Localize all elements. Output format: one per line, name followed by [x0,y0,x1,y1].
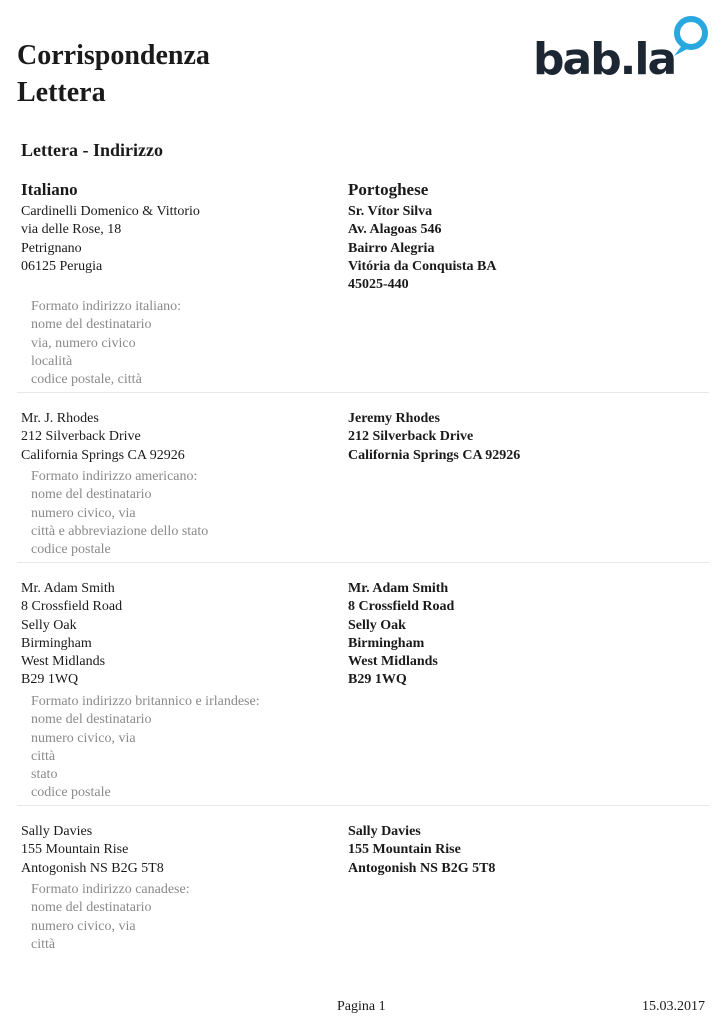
divider [17,805,709,806]
babla-logo [533,16,709,80]
column-header-portuguese: Portoghese [348,180,429,199]
italian-address: Mr. Adam Smith 8 Crossfield Road Selly Oak Birmingham West Midlands B29 1WQ [21,581,123,688]
portuguese-address: Sally Davies 155 Mountain Rise Antogonish NS B2G 5T8 [348,824,496,876]
page-title [17,37,210,111]
italian-address: Mr. J. Rhodes 212 Silverback Drive California Springs CA 92926 [21,411,185,463]
address-format-note: Formato indirizzo canadese: nome del destinatario numero civico, via città [31,882,190,952]
address-format-note: Formato indirizzo italiano: nome del destinatario via, numero civico località codice postale, città [31,299,182,388]
italian-address: Sally Davies 155 Mountain Rise Antogonish NS B2G 5T8 [21,824,164,876]
italian-address: Cardinelli Domenico & Vittorio via delle Rose, 18 Petrignano 06125 Perugia [21,204,200,274]
portuguese-address: Sr. Vítor Silva Av. Alagoas 546 Bairro Alegria Vitória da Conquista BA 45025-440 [348,204,497,293]
portuguese-address: Jeremy Rhodes 212 Silverback Drive California Springs CA 92926 [348,411,521,463]
logo-text: bab.la [533,34,676,80]
speech-bubble-icon [674,19,705,56]
address-format-note: Formato indirizzo americano: nome del destinatario numero civico, via città e abbreviazione dello stato codice postale [31,469,209,558]
address-format-note: Formato indirizzo britannico e irlandese: nome del destinatario numero civico, via città stato codice postale [31,694,260,801]
divider [17,562,709,563]
section-title: Lettera - Indirizzo [21,140,163,160]
document-date: 15.03.2017 [642,999,705,1014]
page-number: Pagina 1 [337,999,386,1014]
title-line-2: Lettera [17,77,106,108]
divider [17,392,709,393]
title-line-1: Corrispondenza [17,40,210,71]
column-header-italian: Italiano [21,180,78,199]
portuguese-address: Mr. Adam Smith 8 Crossfield Road Selly Oak Birmingham West Midlands B29 1WQ [348,581,455,688]
